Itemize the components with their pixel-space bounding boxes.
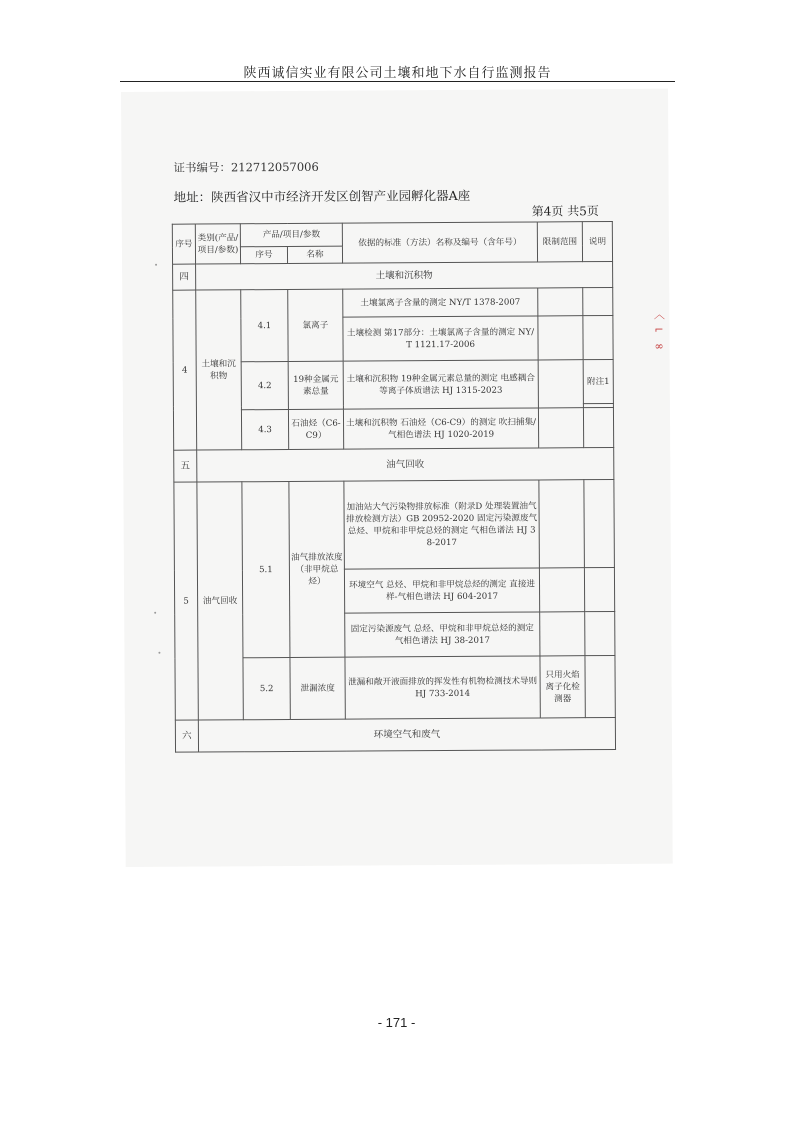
section-5-title: 油气回收 xyxy=(197,447,614,482)
header-product: 产品/项目/参数 xyxy=(240,223,342,247)
certificate-number xyxy=(173,159,318,176)
item-5-2-standard: 泄漏和敞开液面排放的挥发性有机物检测技术导则 HJ 733-2014 xyxy=(345,656,540,719)
item-4-1-seq: 4.1 xyxy=(241,289,288,361)
item-4-1-standard-2: 土壤检测 第17部分：土壤氯离子含量的测定 NY/T 1121.17-2006 xyxy=(343,316,538,361)
item-5-1-limit-1 xyxy=(539,480,585,568)
page-header: 陕西诚信实业有限公司土壤和地下水自行监测报告 xyxy=(243,66,552,81)
header-sub-seq: 序号 xyxy=(240,246,287,263)
item-4-2-name: 19种金属元素总量 xyxy=(288,361,343,409)
item-4-1-note-2 xyxy=(583,315,613,359)
scan-speck xyxy=(154,612,156,614)
item-4-1-note-1 xyxy=(583,287,613,315)
item-5-1-standard-2: 环境空气 总烃、甲烷和非甲烷总烃的测定 直接进样-气相色谱法 HJ 604-2017 xyxy=(344,568,539,613)
item-5-2-seq: 5.2 xyxy=(243,657,290,719)
scanned-certificate-page xyxy=(121,89,673,867)
accreditation-table xyxy=(172,221,616,753)
group-5-seq: 5 xyxy=(174,482,198,720)
group-4-seq: 4 xyxy=(173,290,197,450)
address-label: 地址： xyxy=(173,189,212,205)
group-5-name: 油气回收 xyxy=(197,482,243,720)
section-5-seq: 五 xyxy=(174,450,197,482)
address-value: 陕西省汉中市经济开发区创智产业园孵化器A座 xyxy=(211,187,471,205)
item-5-1-limit-2 xyxy=(539,568,584,612)
scan-speck xyxy=(155,264,157,266)
item-5-1-standard-3: 固定污染源废气 总烃、甲烷和非甲烷总烃的测定 气相色谱法 HJ 38-2017 xyxy=(345,612,540,657)
item-5-2-note xyxy=(585,655,615,717)
item-5-1-limit-3 xyxy=(540,612,585,656)
header-rule xyxy=(120,81,675,82)
item-5-1-seq: 5.1 xyxy=(242,481,290,657)
item-4-3-limit xyxy=(538,408,583,448)
certificate-number-label: 证书编号： xyxy=(173,160,232,175)
item-5-1-standard-1: 加油站大气污染物排放标准（附录D 处理装置油气排放检测方法）GB 20952-2020 固定污染源废气 总烃、甲烷和非甲烷总烃的测定 气相色谱法 HJ 38-2017 xyxy=(344,480,540,569)
group-4-name: 土壤和沉积物 xyxy=(196,290,242,450)
item-4-1-name: 氯离子 xyxy=(288,289,343,361)
scan-speck xyxy=(158,652,160,654)
item-5-1-note-2 xyxy=(584,567,614,611)
item-4-1-standard-1: 土壤氯离子含量的测定 NY/T 1378-2007 xyxy=(343,288,538,317)
red-stamp-edge-mark: 〈 ⌐ ∞ xyxy=(652,308,666,353)
header-name: 名称 xyxy=(287,246,342,263)
item-4-1-limit-2 xyxy=(538,316,583,360)
item-4-2-limit xyxy=(538,360,583,408)
item-5-2-limit: 只用火焰离子化检测器 xyxy=(540,656,585,718)
header-category: 类别(产品/项目/参数) xyxy=(195,224,240,264)
item-4-3-seq: 4.3 xyxy=(241,409,288,449)
item-4-3-note xyxy=(583,407,613,447)
item-5-1-note-3 xyxy=(585,611,615,655)
page-number: - 171 - xyxy=(377,1015,416,1030)
certificate-address xyxy=(174,186,471,206)
item-4-2-seq: 4.2 xyxy=(241,361,288,409)
section-6-title: 环境空气和废气 xyxy=(198,717,615,752)
header-standard: 依据的标准（方法）名称及编号（含年号） xyxy=(342,222,537,263)
item-5-1-note-1 xyxy=(584,479,615,567)
item-5-1-name: 油气排放浓度（非甲烷总烃） xyxy=(289,481,345,657)
item-4-2-note: 附注1 xyxy=(583,359,613,403)
item-4-3-name: 石油烃（C6-C9） xyxy=(288,409,343,449)
item-4-3-standard: 土壤和沉积物 石油烃（C6-C9）的测定 吹扫捕集/气相色谱法 HJ 1020-2019 xyxy=(343,408,538,449)
item-5-2-name: 泄漏浓度 xyxy=(290,657,345,719)
item-4-1-limit-1 xyxy=(538,288,583,316)
item-4-2-standard: 土壤和沉积物 19种金属元素总量的测定 电感耦合等离子体质谱法 HJ 1315-2023 xyxy=(343,360,538,409)
section-4-title: 土壤和沉积物 xyxy=(196,262,613,291)
certificate-page-info: 第4页 共5页 xyxy=(531,204,599,219)
header-limit: 限制范围 xyxy=(537,222,582,262)
certificate-number-value: 212712057006 xyxy=(230,159,319,175)
section-6-seq: 六 xyxy=(175,720,198,752)
header-seq: 序号 xyxy=(172,224,195,264)
section-4-seq: 四 xyxy=(173,264,196,290)
header-note: 说明 xyxy=(582,222,612,262)
